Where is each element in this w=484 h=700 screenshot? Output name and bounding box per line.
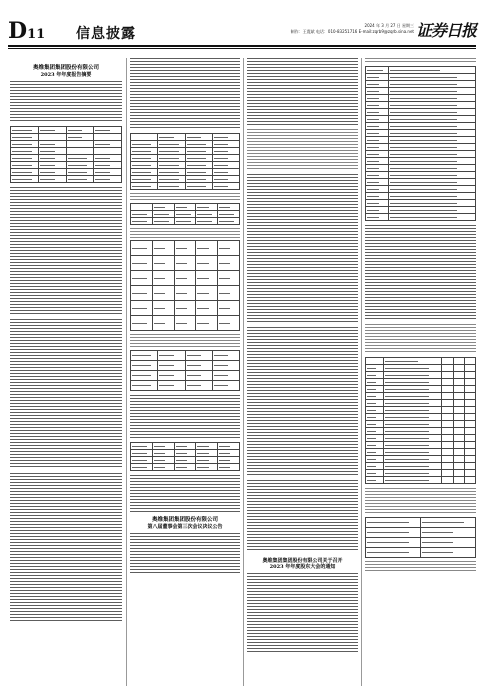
text-block <box>10 81 122 123</box>
text-block <box>247 58 358 126</box>
masthead-rule <box>8 45 476 47</box>
column-2 <box>130 58 240 686</box>
table-note <box>130 334 240 348</box>
section-title: 信息披露 <box>76 26 136 42</box>
text-block <box>10 319 122 469</box>
board-resolution-subtitle: 第八届董事会第三次会议决议公告 <box>147 524 223 530</box>
text-block <box>365 324 476 354</box>
column-divider <box>126 58 127 686</box>
preferred-share-table <box>130 350 240 391</box>
issue-info <box>291 23 414 35</box>
text-block <box>247 174 358 324</box>
text-block <box>130 533 240 573</box>
bond-table <box>130 442 240 471</box>
text-block <box>247 480 358 552</box>
table-note <box>130 228 240 238</box>
text-block <box>247 573 358 653</box>
shareholders-meeting-subtitle: 2023 年年度股东大会的通知 <box>269 564 336 570</box>
section-number: 11 <box>27 27 46 42</box>
text-block <box>10 187 122 315</box>
issue-date: 2024 年 3 月 27 日 星期三 <box>364 23 414 28</box>
shareholders-meeting-heading <box>247 558 358 570</box>
annual-report-subtitle: 2023 年年度报告摘要 <box>40 72 92 78</box>
proxy-form-table <box>365 517 476 558</box>
annual-report-heading <box>10 65 122 78</box>
shareholder-table <box>130 240 240 331</box>
voting-table <box>365 357 476 484</box>
section-code: D11 <box>8 18 46 44</box>
board-resolution-title: 奥维集团集团股份有限公司 <box>151 517 218 523</box>
column-4 <box>365 58 476 686</box>
column-3 <box>247 58 358 686</box>
text-block <box>130 58 240 130</box>
column-1 <box>10 58 122 686</box>
text-block <box>247 327 358 477</box>
proposal-table <box>365 66 476 221</box>
masthead <box>8 20 476 44</box>
column-divider <box>361 58 362 686</box>
text-block <box>247 129 358 171</box>
stock-code-line <box>10 58 122 63</box>
text-block <box>130 395 240 439</box>
board-resolution-heading <box>130 517 240 530</box>
newspaper-logo: 证券日报 <box>415 21 476 40</box>
column-divider <box>243 58 244 686</box>
data-table <box>10 126 122 183</box>
shareholders-meeting-title: 奥维集团集团股份有限公司关于召开 <box>262 558 343 564</box>
quarterly-table <box>130 203 240 225</box>
text-block <box>365 225 476 321</box>
text-block <box>365 488 476 514</box>
annual-report-title: 奥维集团集团股份有限公司 <box>32 65 99 71</box>
financial-table <box>130 133 240 190</box>
text-block <box>365 58 476 64</box>
text-block <box>365 561 476 571</box>
masthead-rule-thin <box>8 48 476 49</box>
text-block <box>10 473 122 623</box>
issue-contact: 制作：王震斌 电话：010-83251716 E-mail:zqrb9@zqrb.sina.net <box>290 29 414 34</box>
table-note <box>130 193 240 201</box>
text-block <box>130 475 240 513</box>
